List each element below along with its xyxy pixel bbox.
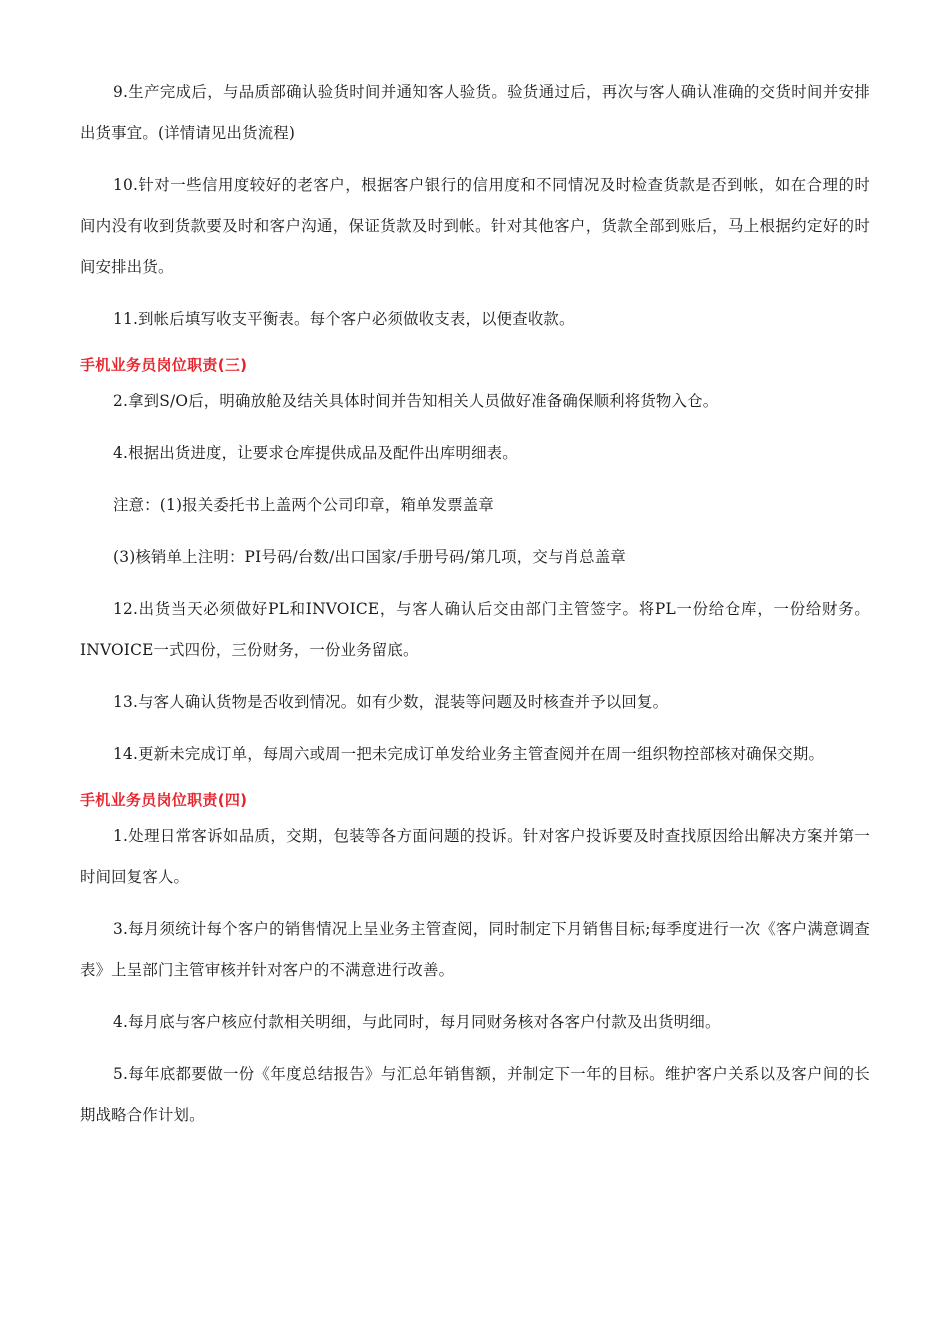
paragraph-s4-item-4: 4.每月底与客户核应付款相关明细，与此同时，每月同财务核对各客户付款及出货明细。 — [113, 1013, 721, 1031]
paragraph-s3-item-12: 12.出货当天必须做好PL和INVOICE，与客人确认后交由部门主管签字。将PL一份给仓库，一份给财务。INVOICE一式四份，三份财务，一份业务留底。 — [80, 600, 870, 659]
document-page — [80, 72, 870, 1136]
paragraph-s4-item-1: 1.处理日常客诉如品质，交期，包装等各方面问题的投诉。针对客户投诉要及时查找原因给出解决方案并第一时间回复客人。 — [80, 827, 870, 886]
paragraph-item-10: 10.针对一些信用度较好的老客户，根据客户银行的信用度和不同情况及时检查货款是否到帐，如在合理的时间内没有收到货款要及时和客户沟通，保证货款及时到帐。针对其他客户，货款全部到账后，马上根据约定好的时间安排出货。 — [80, 176, 870, 276]
paragraph-item-11: 11.到帐后填写收支平衡表。每个客户必须做收支表，以便查收款。 — [113, 310, 575, 328]
paragraph-item-9: 9.生产完成后，与品质部确认验货时间并通知客人验货。验货通过后，再次与客人确认准确的交货时间并安排出货事宜。(详情请见出货流程) — [80, 83, 870, 142]
paragraph-s3-note-1: 注意：(1)报关委托书上盖两个公司印章，箱单发票盖章 — [113, 496, 494, 514]
paragraph-s4-item-3: 3.每月须统计每个客户的销售情况上呈业务主管查阅，同时制定下月销售目标;每季度进行一次《客户满意调查表》上呈部门主管审核并针对客户的不满意进行改善。 — [80, 920, 870, 979]
paragraph-s3-item-4: 4.根据出货进度，让要求仓库提供成品及配件出库明细表。 — [113, 444, 518, 462]
paragraph-s3-item-13: 13.与客人确认货物是否收到情况。如有少数，混装等问题及时核查并予以回复。 — [113, 693, 669, 711]
section-heading-4: 手机业务员岗位职责(四) — [80, 791, 248, 809]
paragraph-s3-item-14: 14.更新未完成订单，每周六或周一把未完成订单发给业务主管查阅并在周一组织物控部核对确保交期。 — [113, 745, 825, 763]
paragraph-s3-note-3: (3)核销单上注明：PI号码/台数/出口国家/手册号码/第几项，交与肖总盖章 — [113, 548, 626, 566]
paragraph-s3-item-2: 2.拿到S/O后，明确放舱及结关具体时间并告知相关人员做好准备确保顺利将货物入仓。 — [113, 392, 719, 410]
section-heading-3: 手机业务员岗位职责(三) — [80, 356, 248, 374]
paragraph-s4-item-5: 5.每年底都要做一份《年度总结报告》与汇总年销售额，并制定下一年的目标。维护客户关系以及客户间的长期战略合作计划。 — [80, 1065, 870, 1124]
